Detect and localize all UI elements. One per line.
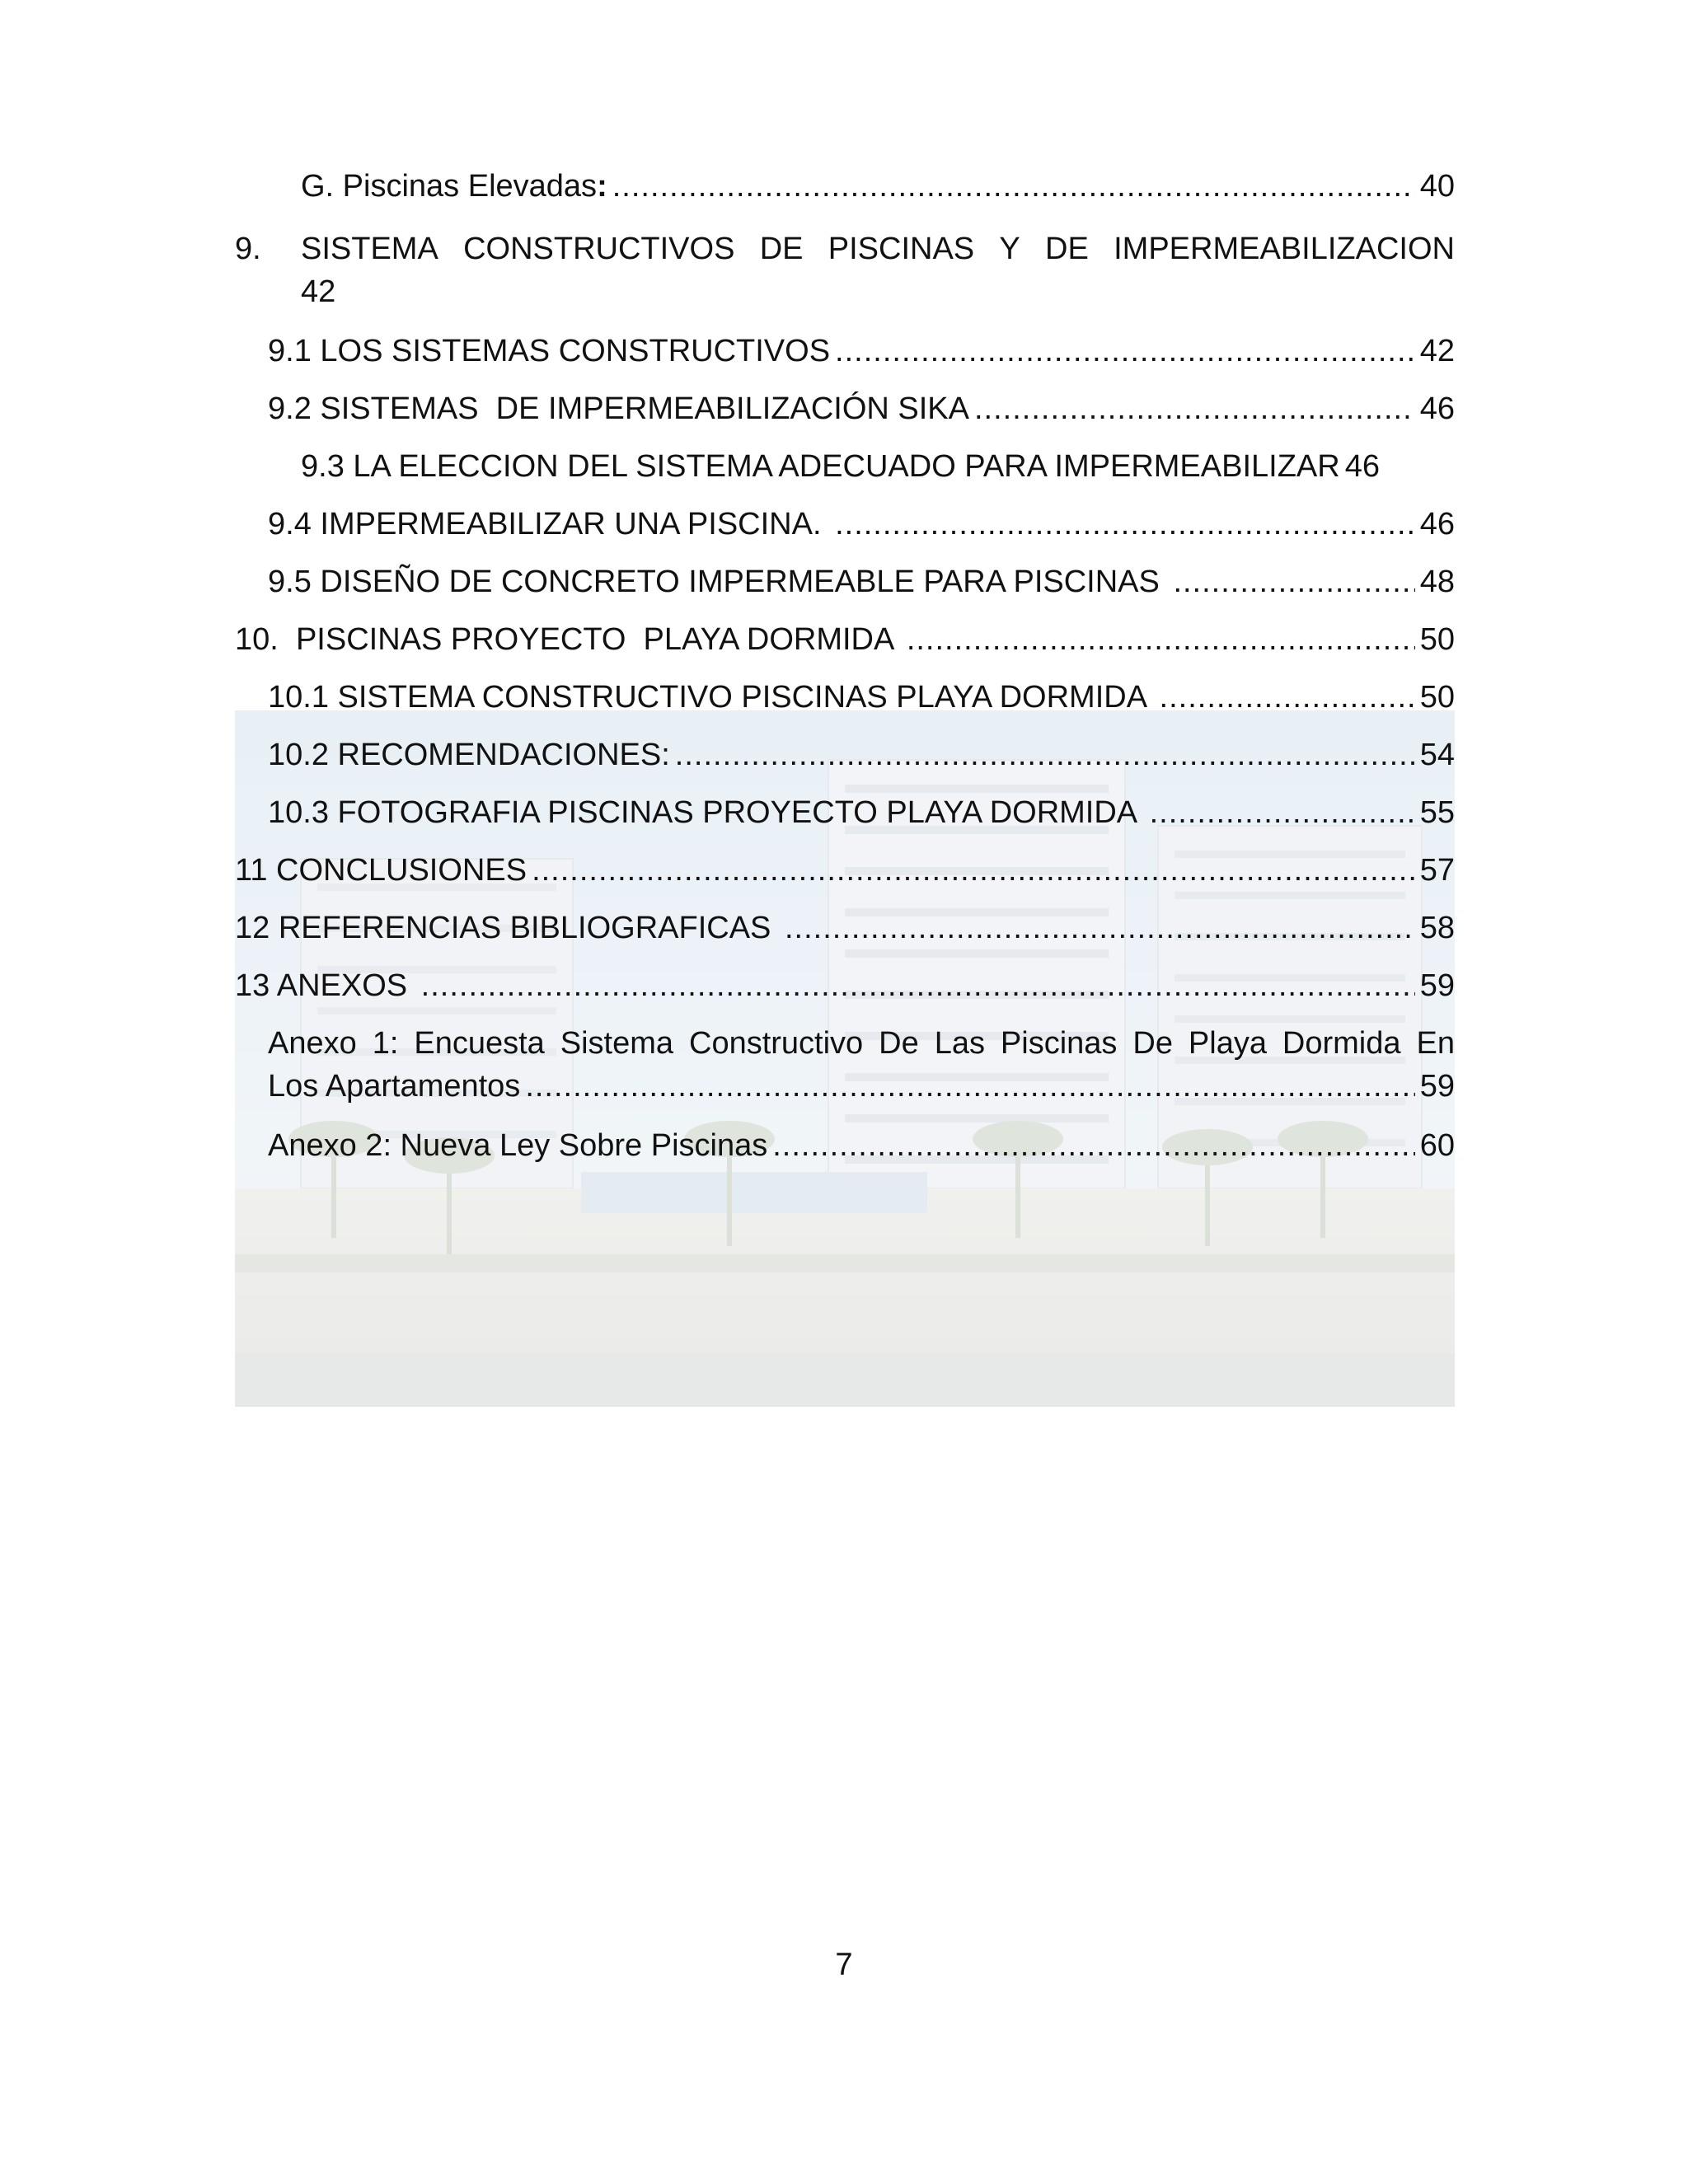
toc-entry-12[interactable] xyxy=(235,907,1455,949)
title-word: Constructivo xyxy=(689,1026,864,1061)
toc-row xyxy=(235,618,1455,661)
toc-label: Anexo 2: Nueva Ley Sobre Piscinas xyxy=(268,1128,768,1163)
toc-row xyxy=(268,733,1455,776)
toc-label-line-1 xyxy=(268,1022,1455,1065)
title-word: DE xyxy=(1045,232,1089,266)
dot-leader xyxy=(1173,560,1414,603)
toc-label-colon: : xyxy=(597,169,607,204)
dot-leader xyxy=(974,387,1415,430)
dot-leader xyxy=(1150,791,1415,834)
toc-section-title xyxy=(301,227,1455,270)
dot-leader xyxy=(785,907,1415,949)
toc-entry-section-9[interactable] xyxy=(235,227,1455,313)
title-word: Sistema xyxy=(560,1026,674,1061)
dot-leader xyxy=(532,849,1415,892)
title-word: En xyxy=(1416,1026,1455,1061)
toc-label: 11 CONCLUSIONES xyxy=(235,853,528,888)
toc-row xyxy=(268,330,1455,373)
title-word: Encuesta xyxy=(414,1026,545,1061)
toc-entry-9-2[interactable] xyxy=(235,387,1455,430)
toc-page-number: 57 xyxy=(1419,853,1455,888)
toc-label: 9.3 LA ELECCION DEL SISTEMA ADECUADO PARA IMPERMEABILIZAR xyxy=(301,449,1340,484)
dot-leader xyxy=(772,1124,1414,1167)
toc-entry-anexo-2[interactable] xyxy=(235,1124,1455,1167)
toc-page-number: 46 xyxy=(1419,507,1455,541)
toc-entry-9-3[interactable] xyxy=(235,445,1455,488)
title-word: De xyxy=(1132,1026,1173,1061)
toc-label: 10. PISCINAS PROYECTO PLAYA DORMIDA xyxy=(235,622,902,657)
title-word: PISCINAS xyxy=(828,232,975,266)
toc-page-number: 59 xyxy=(1419,968,1455,1003)
toc-section-number: 9. xyxy=(235,232,261,266)
toc-row xyxy=(301,165,1455,208)
toc-label: 9.1 LOS SISTEMAS CONSTRUCTIVOS xyxy=(268,334,831,368)
toc-label: 9.4 IMPERMEABILIZAR UNA PISCINA. xyxy=(268,507,831,541)
toc-page-number: 46 xyxy=(1344,449,1380,484)
toc-entry-10-1[interactable] xyxy=(235,676,1455,719)
title-word: IMPERMEABILIZACION xyxy=(1114,232,1455,266)
toc-entry-11[interactable] xyxy=(235,849,1455,892)
toc-page-number: 50 xyxy=(1419,622,1455,657)
toc-page-number: 58 xyxy=(1419,911,1455,945)
toc-label: 10.3 FOTOGRAFIA PISCINAS PROYECTO PLAYA DORMIDA xyxy=(268,795,1145,830)
toc-entry-10[interactable] xyxy=(235,618,1455,661)
toc-row xyxy=(268,1065,1455,1108)
toc-row xyxy=(268,791,1455,834)
toc-label: 9.5 DISEÑO DE CONCRETO IMPERMEABLE PARA PISCINAS xyxy=(268,565,1169,599)
toc-page-number: 60 xyxy=(1419,1128,1455,1163)
toc-page-number: 42 xyxy=(1419,334,1455,368)
toc-label: 10.2 RECOMENDACIONES: xyxy=(268,738,670,772)
title-word: CONSTRUCTIVOS xyxy=(463,232,735,266)
toc-entry-9-5[interactable] xyxy=(235,560,1455,603)
dot-leader xyxy=(835,503,1415,546)
dot-leader xyxy=(835,330,1415,373)
toc-row xyxy=(268,387,1455,430)
dot-leader xyxy=(525,1065,1414,1108)
toc-page-number: 55 xyxy=(1419,795,1455,830)
toc-row xyxy=(235,907,1455,949)
toc-row xyxy=(235,849,1455,892)
dot-leader xyxy=(907,618,1415,661)
toc-page-number: 42 xyxy=(301,274,336,309)
page-number: 7 xyxy=(835,1947,853,1982)
toc-label: 12 REFERENCIAS BIBLIOGRAFICAS xyxy=(235,911,780,945)
toc-entry-9-1[interactable] xyxy=(235,330,1455,373)
title-word: Playa xyxy=(1188,1026,1267,1061)
title-word: 1: xyxy=(372,1026,399,1061)
toc-row xyxy=(268,560,1455,603)
dot-leader xyxy=(675,733,1415,776)
toc-row xyxy=(235,964,1455,1007)
toc-page-number: 48 xyxy=(1419,565,1455,599)
toc-row xyxy=(301,445,1455,488)
toc-label: 10.1 SISTEMA CONSTRUCTIVO PISCINAS PLAYA DORMIDA xyxy=(268,680,1155,715)
title-word: Anexo xyxy=(268,1026,357,1061)
toc-entry-10-2[interactable] xyxy=(235,733,1455,776)
toc-page-number: 46 xyxy=(1419,391,1455,426)
toc-label: 13 ANEXOS xyxy=(235,968,416,1003)
title-word: SISTEMA xyxy=(301,232,438,266)
title-word: Piscinas xyxy=(1000,1026,1118,1061)
toc-label: 9.2 SISTEMAS DE IMPERMEABILIZACIÓN SIKA xyxy=(268,391,969,426)
toc-entry-anexo-1[interactable] xyxy=(235,1022,1455,1108)
title-word: Y xyxy=(999,232,1020,266)
toc-label-line-2: Los Apartamentos xyxy=(268,1069,521,1104)
toc-page-number: 40 xyxy=(1419,169,1455,204)
dot-leader xyxy=(612,165,1415,208)
toc-entry-9-4[interactable] xyxy=(235,503,1455,546)
toc-row xyxy=(268,503,1455,546)
title-word: DE xyxy=(759,232,804,266)
dot-leader xyxy=(421,964,1415,1007)
toc-entry-g-piscinas-elevadas[interactable] xyxy=(235,165,1455,208)
toc-label: G. Piscinas Elevadas: xyxy=(301,169,607,204)
toc-page-number: 59 xyxy=(1419,1069,1455,1104)
title-word: De xyxy=(879,1026,919,1061)
toc-entry-13[interactable] xyxy=(235,964,1455,1007)
title-word: Las xyxy=(934,1026,985,1061)
toc-row xyxy=(268,1124,1455,1167)
dot-leader xyxy=(1160,676,1415,719)
toc-page-number: 54 xyxy=(1419,738,1455,772)
toc-page-number: 50 xyxy=(1419,680,1455,715)
toc-entry-10-3[interactable] xyxy=(235,791,1455,834)
title-word: Dormida xyxy=(1282,1026,1401,1061)
toc-row xyxy=(268,676,1455,719)
